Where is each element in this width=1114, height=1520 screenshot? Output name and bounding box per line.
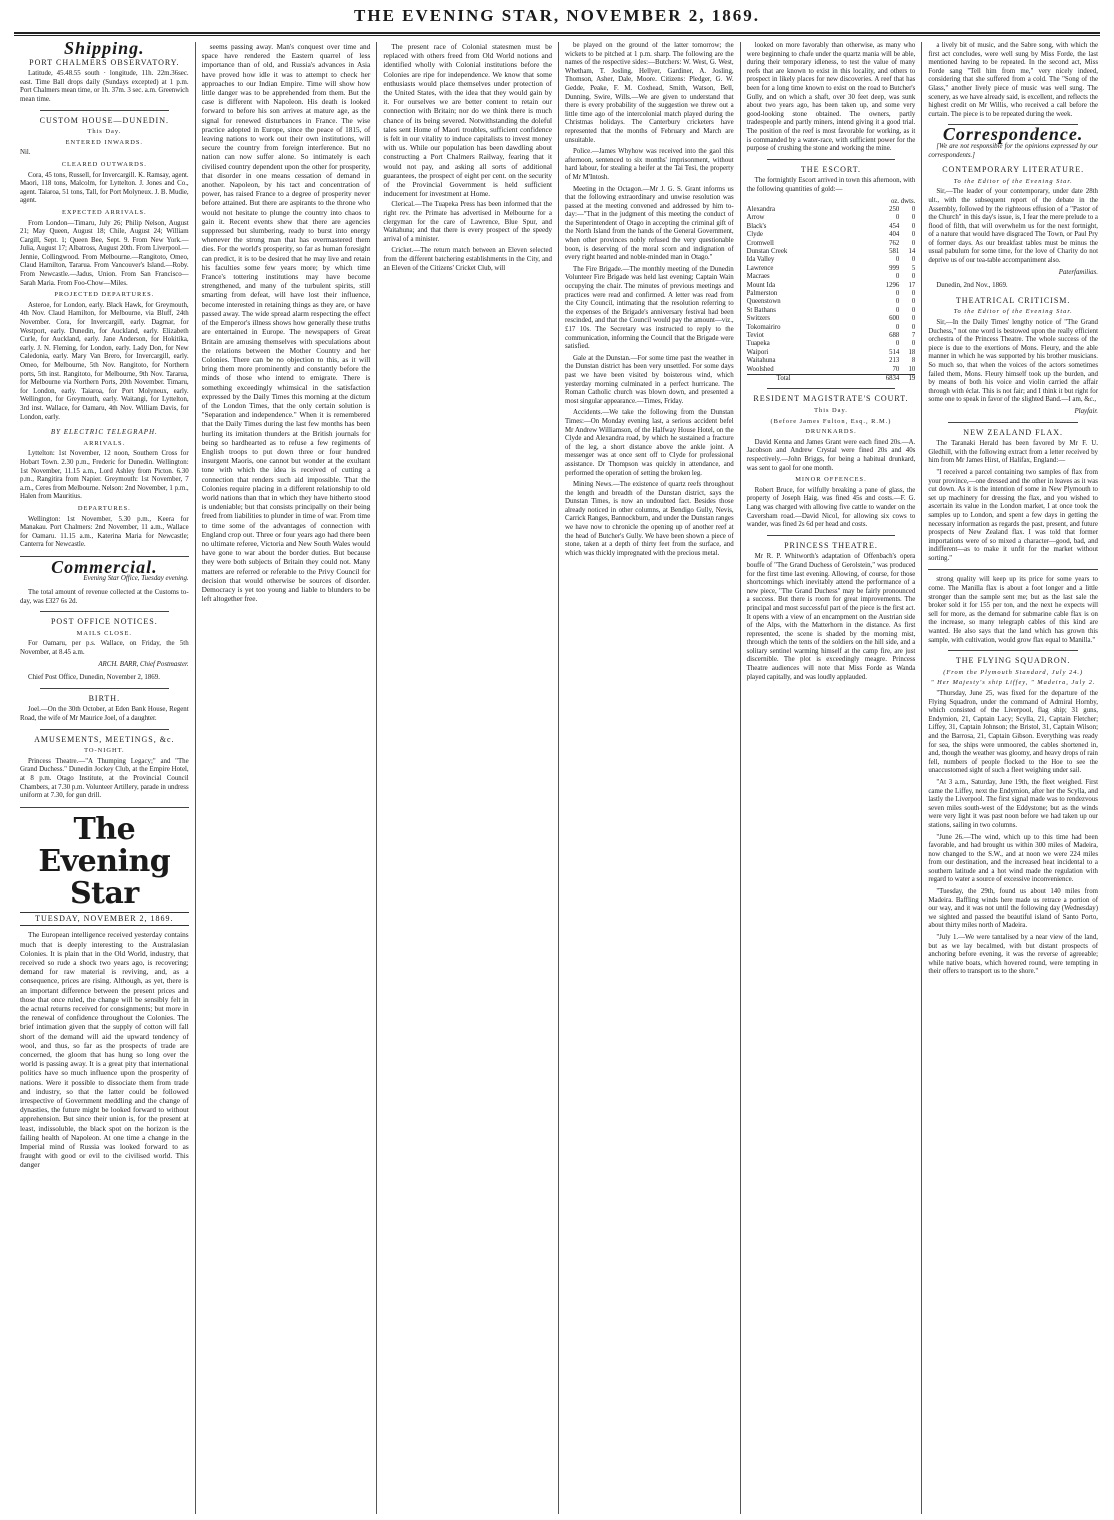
escort-dwt: 0 [911, 315, 916, 323]
commercial-heading: Commercial. [51, 556, 158, 577]
observatory-text: Latitude, 45.48.55 south · longitude, 11h. 22m.36sec. east. Time Ball drops daily (Sundays excepted) at 1 p.m. Port Chalmers mean time, or 1h. 37m. 3 sec. a.m. Greenwich mean time. [20, 70, 189, 103]
escort-dwt: 0 [911, 273, 916, 281]
octagon-meeting-paragraph: Meeting in the Octagon.—Mr J. G. S. Grant informs us that the following extraordinary and unwise resolution was passed at the meeting convened and addressed by him to-day:—"That in the judgment of this meeting the conduct of the Superintendent of Otago in accepting the criminal gift of the North Island from the hands of the General Government, when other provinces nobly refused the very questionable boon, is deserving of the moral scorn and indignation of every right hearted and noble-minded man in Otago." [565, 185, 734, 262]
escort-oz: 0 [895, 273, 900, 281]
escort-row [747, 265, 916, 273]
escort-place: Ida Valley [746, 256, 775, 264]
divider [40, 110, 169, 111]
banner-date: TUESDAY, NOVEMBER 2, 1869. [20, 912, 189, 927]
escort-dwt: 0 [911, 222, 916, 230]
criticism-addressee: To the Editor of the Evening Star. [953, 308, 1073, 316]
criticism-signature: Playfair. [1074, 407, 1098, 415]
divider [767, 388, 896, 389]
court-minor-text: Robert Bruce, for wilfully breaking a pane of glass, the property of Joseph Haig, was fined 45s and costs.—F. G. Lang was charged with allowing five cattle to wander on the Caversham road.—David Nicol, for allowing six cows to wander, was fined 2s 6d per head and costs. [746, 486, 916, 529]
flax-intro: The Taranaki Herald has been favored by Mr F. U. Gledhill, with the following extract from a letter received by him from Mr James Hirst, of Halifax, England:— [928, 440, 1098, 465]
telegraph-arrivals-text: Lyttelton: 1st November, 12 noon, Southern Cross for Hobart Town. 2.30 p.m., Frederic for Dunedin. Wellington: 1st November, 11.15 a.m., Lord Ashley from Picton. 6.30 p.m., Rangitira from Napier. Greymouth: 1st November, 7 a.m., Ceres from Melbourne. Nelson: 2nd November, 1 p.m., Halen from Mauritius. [20, 450, 189, 501]
divider [767, 535, 896, 536]
escort-dwt: 0 [911, 256, 916, 264]
court-day: This Day. [814, 407, 848, 415]
escort-row [747, 273, 916, 281]
escort-row [747, 324, 916, 332]
mails-close-label: MAILS CLOSE. [76, 629, 132, 637]
clerical-paragraph: Clerical.—The Tuapeka Press has been informed that the right rev. the Primate has advertised in Melbourne for a clergyman for the care of Lawrence, Blue Spur, and Waitahuna; and that there is every prospect of the speedy arrival of a minister. [383, 201, 552, 243]
escort-total-oz: 6834 [885, 375, 900, 383]
escort-place: Dunstan Creek [746, 247, 788, 255]
column-2 [196, 42, 378, 1514]
escort-oz: 404 [889, 231, 900, 239]
escort-dwt: 18 [908, 348, 916, 356]
squadron-source: (From the Plymouth Standard, July 24.) [943, 668, 1084, 676]
column-3 [377, 42, 559, 1514]
escort-total-label: Total [776, 375, 791, 383]
escort-units: oz. dwts. [890, 197, 916, 205]
escort-row [747, 298, 916, 306]
escort-intro: The fortnightly Escort arrived in town this afternoon, with the following quantities of gold:— [746, 177, 916, 193]
escort-oz: 514 [889, 348, 900, 356]
divider [40, 611, 169, 612]
editorial-paragraph-1: The European intelligence received yesterday contains much that is deeply interesting to the Australasian Colonies. It is plain that in the Old World, industry, that received so rude a shock two years ago, is recovering; demand for raw material is reviving, and, as a consequence, prices are rising. Although, as yet, there is an important difference between the present prices and those that once ruled, the change will be sensibly felt in the actual returns received for consignments; but more in the renewal of confidence throughout the Colonies. The brief intimation given that the supply of cotton will fall short of the demand will aid the upward tendency of wool, and thus, so far as the prospects of trade are concerned, the gloom that has hung so long over the world is passing away. It is a great pity that international politics have so much influence upon the prosperity of nations. Were it possible to dissociate them from trade and industry, so that the latter could be followed irrespective of Government meddling and the change of dynasties, the future might be looked forward to without apprehension. But since their union is, for the present at least, indissoluble, the black spot on the horizon is the failing health of Napoleon. At one time a change in the Imperial mind of Russia was looked forward to as fraught with good or evil to the civilised world. This danger [20, 930, 189, 1170]
escort-row [747, 248, 916, 256]
this-day-label: This Day. [87, 128, 122, 136]
commercial-office-line: Evening Star Office, Tuesday evening. [83, 575, 189, 583]
birth-heading: BIRTH. [88, 693, 121, 703]
literature-signature: Paterfamilias. [1058, 268, 1098, 276]
escort-dwt: 0 [911, 323, 916, 331]
expected-arrivals-label: EXPECTED ARRIVALS. [62, 208, 147, 216]
escort-oz: 0 [895, 289, 900, 297]
escort-table [747, 198, 916, 384]
escort-row [747, 307, 916, 315]
observatory-heading: PORT CHALMERS OBSERVATORY. [29, 57, 180, 67]
escort-place: Mount Ida [746, 281, 776, 289]
escort-row [747, 256, 916, 264]
escort-place: Switzers [746, 315, 771, 323]
escort-dwt: 0 [911, 239, 916, 247]
correspondence-heading: Correspondence. [942, 124, 1084, 145]
divider [40, 688, 169, 689]
mails-close-text: For Oamaru, per p.s. Wallace, on Friday, the 5th November, at 8.45 a.m. [20, 640, 189, 657]
squadron-paragraph-3: "June 26.—The wind, which up to this time had been favorable, and had brought us within 300 miles of Madeira, now changed to the S.W., and at noon we were 224 miles from our destination, and the increased heat incidental to a southern latitude and a hot wind made the regulation with regard to water a source of excessive inconvenience. [928, 833, 1098, 884]
escort-oz: 762 [889, 239, 900, 247]
literature-heading: CONTEMPORARY LITERATURE. [942, 165, 1085, 175]
squadron-heading: THE FLYING SQUADRON. [955, 656, 1071, 666]
escort-dwt: 17 [908, 281, 916, 289]
flax-heading: NEW ZEALAND FLAX. [963, 427, 1064, 437]
escort-oz: 999 [889, 264, 900, 272]
newspaper-columns [14, 42, 1104, 1514]
tonight-label: TO-NIGHT. [84, 747, 125, 755]
cleared-outwards-text: Cora, 45 tons, Russell, for Invercargill. K. Ramsay, agent. Maori, 118 tons, Malcolm, for Lyttelton. J. Jones and Co., agent. Taiaroa, 51 tons, Tall, for Port Molyneux. J. B. Mudie, agent. [20, 171, 189, 205]
paper-banner-title: The Evening Star [38, 811, 171, 911]
divider [928, 569, 1098, 570]
accidents-paragraph: Accidents.—We take the following from the Dunstan Times:—On Monday evening last, a serious accident befel Mr Andrew Williamson, of the Halfway House Hotel, on the Clyde and Alexandra road, by which he sustained a fracture of the leg, a short distance above the ankle joint. A messenger was at once sent off to Clyde for professional assistance. Dr Thompson was quickly in attendance, and performed the operation of setting the broken leg. [565, 409, 734, 477]
projected-departures-text: Asteroe, for London, early. Black Hawk, for Greymouth, 4th Nov. Claud Hamilton, for Melbourne, via Bluff, 24th November. Cora, for Invercargill, early. Dagmar, for Westport, early. Dunedin, for Auckland, early. Elizabeth Curle, for Auckland, early. Jane Anderson, for Hokitika, early. J. N. Fleming, for London, early. Lady Don, for New Caledonia, early. Mary Van Brero, for Invercargill, early. Omeo, for Melbourne, 5th Nov. Rangitoto, for Northern ports, 5th inst. Rangitoto, for Melbourne, 9th Nov. Tararua, for Melbourne via Northern Ports, 20th November. Timaru, for London, early. Taiaroa, for Port Molyneux, early. Wellington, for Greymouth, early. Waitangi, for Lyttelton, 3rd inst. Wallace, for Oamaru, 4th Nov. William Davis, for London, early. [20, 301, 189, 421]
entered-inwards-label: ENTERED INWARDS. [65, 138, 144, 146]
escort-units-row [747, 198, 916, 206]
post-office-heading: POST OFFICE NOTICES. [50, 617, 158, 627]
escort-row [747, 206, 916, 214]
escort-row [747, 290, 916, 298]
escort-heading: THE ESCORT. [800, 164, 862, 174]
escort-dwt: 0 [911, 298, 916, 306]
criticism-letter: Sir,—In the Daily Times' lengthy notice of "The Grand Duchess," not one word is bestowed upon the really efficient orchestra of the Princess Theatre. The whole success of the piece is due to the exertions of Mons. Fleury, and the able manner in which he was supported by his brother musicians. So much so, that when the voices of the actors sometimes failed them, Mons. Fleury himself took up the burden, and by means of both his voice and violin carried the affair through with éclat. This is not fair; and I think it but right for some one to speak in favor of the slighted Band.—I am, &c., [928, 319, 1098, 404]
squadron-paragraph-4: "Tuesday, the 29th, found us about 140 miles from Madeira. Baffling winds here made us retrace a portion of our way, and it was not until the following day (Wednesday) we sighted and passed the beautiful island of Santo Porto, about thirty miles north of Madeira. [928, 888, 1098, 930]
escort-oz: 454 [889, 222, 900, 230]
editorial-paragraph-2: seems passing away. Man's conquest over time and space have rendered the Eastern quarrel of less importance than of old, and Russia's advances in Asia have proved how idle it was to attempt to check her approaches to our Indian Empire. Time will show how little danger was to be apprehended from them. But the case is different with Napoleon. His death is looked forward to before his son arrives at mature age, as the signal for renewed disturbances in France. The wise practice adopted in Europe, since the peace of 1815, of leaving nations to work out their own institutions, will secure the country from foreign interference. But no nation can now suffer alone. So intimately is each civilised country dependent upon the other for prosperity, that disorder in one means cessation of demand in another. Napoleon, by his tact and concentration of power, has raised France to a degree of prosperity never before attained. But there are aspirants to the throne who would not hesitate to plunge the country into chaos to gain it. Recent events shew that there are agencies suppressed but slumbering, ready to burst into energy whenever the strong man that has overmastered them dies. For the world's prosperity, so far as human foresight can predict, it is to be desired that he may live and retain his faculties some few years more; by which time France's tottering institutions may have become strengthened, and many of the turbulent spirits, still smarting from defeat, will have lost their influence, become interested in retaining things as they are, or have passed away. The wide spread alarm respecting the effect of the Emperor's illness shows how generally these truths are entertained in Europe. The newspapers of Great Britain are amusing themselves with speculations about the relations between the Mother Country and her Colonies. There can be no objection to this, as it will bring them more prominently and constantly before the minds of those who intend to emigrate. There is something exceedingly whimsical in the satisfaction expressed by the Daily Times this morning at the dictum of the London Times, that the only certain solution is "Separation and independence." When it is remembered that the Daily Times during the last few months has been hurling its imitation thunders at the British journals for being so hardhearted as to refuse a few regiments of English troops to put down three or four hundred insurgent Maoris, one cannot but wonder at the exultant tone with which the idea is received of cutting a connection that renders such aid impossible. That the Colonies require placing in a different relationship to old world nations than that in which they have hitherto stood is undeniable; but that consists principally on their being freed from liabilities to plunder in time of war. From time to time some of the advantages of connection with England crop out. Three or four years ago had there been no ultimate referee, Victoria and New South Wales would have gone to war about the border duties. But because they were both subjects of Britain they could not. Many matters are referred or referable to the Privy Council for decision that would otherwise be sources of disorder. Democracy is yet too young and liable to blunders to be left altogether free. [201, 42, 371, 604]
column-5 [741, 42, 923, 1514]
commercial-text: The total amount of revenue collected at the Customs to-day, was £327 6s 2d. [20, 589, 189, 605]
escort-row [747, 223, 916, 231]
projected-departures-label: PROJECTED DEPARTURES. [54, 291, 155, 299]
column-6 [922, 42, 1104, 1514]
escort-oz: 213 [889, 357, 900, 365]
cricket-continued: be played on the ground of the latter tomorrow; the wickets to be pitched at 1 p.m. sharp. The following are the names of the respective sides:—Butchers: W. West, G. West, Whetham, T. Josling, Hellyer, Gardiner, A. Josling, Thomson, Asher, Dale, Moore. Citizens: Pledger, G. W. Gedde, Peake, F. M. Coxhead, Smith, Watson, Bell, Dunning, Swire, Wills.—We are given to understand that there is every probability of the suggestion we threw out a little time ago of the intercolonial match played during the Christmas holidays. The Canterbury cricketers have represented that the months of February and March are unsuitable. [565, 42, 734, 144]
escort-dwt: 0 [911, 205, 916, 213]
escort-dwt: 0 [911, 214, 916, 222]
escort-place: Tuapeka [746, 340, 770, 348]
gale-paragraph: Gale at the Dunstan.—For some time past the weather in the Dunstan district has been very unsettled. For some days past we have been visited by boisterous wind, which yesterday morning culminated in a perfect hurricane. The Roman Catholic church was blown down, and presented a most singular appearance.—Times, Friday. [565, 354, 734, 405]
amusements-text: Princess Theatre.—"A Thumping Legacy;" and "The Grand Duchess." Dunedin Jockey Club, at the Empire Hotel, at 8 p.m. Otago Institute, at the Provincial Council Chambers, at 7.30 p.m. Volunteer Artillery, parade in undress uniform at 7.30, for gun drill. [20, 757, 189, 800]
escort-row [747, 366, 916, 375]
escort-total-dwt: 19 [908, 375, 916, 383]
telegraph-departures-text: Wellington: 1st November, 5.30 p.m., Keera for Manakau. Port Chalmers: 2nd November, 11 a.m., Wallace for Oamaru. 11.15 a.m., Katerina Maria for Newcastle; Canterra for Newcastle. [20, 515, 189, 549]
escort-oz: 1296 [885, 281, 900, 289]
escort-oz: 688 [889, 332, 900, 339]
escort-place: St Bathans [746, 306, 776, 314]
theatre-heading: PRINCESS THEATRE. [784, 540, 878, 550]
flax-continued: strong quality will keep up its price for some years to come. The Manilla flax is about a foot longer and a little stronger than the sample sent me; but as the last sale the broker sold it for 155 per ton, and the next he expects will sell for more, as the demand for submarine cable flax is on the increase, so many telegraph cables of this kind are wanted. He also says that the land which has grown this sample, with cultivation, would grow flax equal to Manilla." [928, 576, 1098, 644]
escort-place: Arrow [746, 214, 765, 222]
escort-oz: 0 [895, 214, 900, 222]
escort-row [747, 332, 916, 340]
court-before: (Before James Fulton, Esq., R.M.) [770, 417, 892, 425]
minor-offences-label: MINOR OFFENCES. [795, 476, 867, 484]
escort-row [747, 340, 916, 348]
escort-place: Macraes [746, 273, 770, 281]
escort-place: Palmerston [746, 289, 778, 297]
birth-text: Joel.—On the 30th October, at Eden Bank House, Regent Road, the wife of Mr Maurice Joel, of a daughter. [20, 706, 189, 722]
escort-oz: 0 [895, 256, 900, 264]
escort-place: Black's [746, 222, 767, 230]
mining-news-paragraph: Mining News.—The existence of quartz reefs throughout the length and breadth of the Dunstan district, says the Dunstan Times, is now an undoubted fact. Besides those already noticed in other columns, at Bendigo Gully, Nevis, Carrick Ranges, Bannockburn, and under the Dunstan ranges we have now to chronicle the opening up of another reef at the head of Butcher's Gully. We have been shown a piece of stone, taken at a depth of thirty feet from the surface, and which was thickly impregnated with the precious metal. [565, 481, 734, 557]
editorial-paragraph-3: The present race of Colonial statesmen must be replaced with others freed from Old World notions and identified wholly with Colonial institutions before the Colonies are ripe for independence. We know that some enthusiasts would place themselves under protection of the United States, with the idea that they would gain by it. For ourselves we are better content to retain our connection with Britain; nor do we think there is much chance of its being severed. Notwithstanding the doleful tales sent Home of Maori troubles, sufficient confidence is felt in our vitality to induce capitalists to invest money with us. While our population has been dawdling about constructing a Port Chalmers Railway, fearing that it would not pay, and asking all sorts of additional guarantees, the prospect of eight per cent. on the security of the Provincial Government is held sufficient inducement for investment at Home. [383, 42, 552, 199]
escort-place: Clyde [746, 231, 763, 239]
court-drunkards-text: David Kenna and James Grant were each fined 20s.—A. Jacobson and Andrew Crystal were fined 20s and 40s respectively.—John Briggs, for being a habitual drunkard, was sent to gaol for one month. [746, 438, 916, 472]
amusements-heading: AMUSEMENTS, MEETINGS, &c. [34, 734, 175, 744]
divider [948, 650, 1078, 651]
escort-dwt: 8 [911, 357, 916, 365]
telegraph-departures-label: DEPARTURES. [77, 504, 131, 512]
correspondence-note: [We are not responsible for the opinions expressed by our correspondents.] [928, 142, 1098, 159]
escort-row [747, 240, 916, 248]
escort-dwt: 5 [911, 264, 916, 272]
postmaster-signature: ARCH. BARR, Chief Postmaster. [98, 660, 189, 668]
escort-total-row [747, 375, 916, 384]
divider [20, 807, 189, 808]
literature-date: Dunedin, 2nd Nov., 1869. [936, 282, 1008, 290]
column-4 [559, 42, 741, 1514]
post-office-date: Chief Post Office, Dunedin, November 2, 1869. [28, 674, 160, 682]
expected-arrivals-text: From London—Timaru, July 26; Philip Nelson, August 21; May Queen, August 18; Chile, August 24; William Cargill, Sept. 1; Queen Bee, Sept. 9. From New York.—Julia, August 17; Albatross, August 20th. From Liverpool.—Jennie, Collingwood. From Melbourne.—Rangitoto, Omeo, Claud Hamilton, Tararua. From Vancouver's Island.—Roby. From Newcastle.—Jadus, Union. From San Francisco—Sarah Maria. From Foo-Chow—Miles. [20, 219, 189, 287]
escort-oz: 250 [889, 205, 900, 213]
telegraph-arrivals-label: ARRIVALS. [83, 439, 126, 447]
escort-oz: 0 [895, 306, 900, 314]
escort-place: Tokomairiro [746, 323, 781, 331]
drunkards-label: DRUNKARDS. [805, 428, 857, 436]
escort-oz: 581 [889, 247, 900, 255]
literature-letter: Sir,—The leader of your contemporary, under date 28th ult., with the subsequent report of the debate in the Assembly, followed by the righteous effusion of a "Pastor of the Church" in this day's issue, is, I fear the mere prelude to a flood of filth, that will overwhelm us for the next fortnight, of a nature that would have disgraced The Town, or Paul Pry of former days. As our breakfast tables must be minus the usual pabulum for some time, for the love of Charity do not deprive us of our tea-table accompaniment also. [928, 188, 1098, 265]
theatre-review: Mr R. P. Whitworth's adaptation of Offenbach's opera bouffe of "The Grand Duchess of Gerolstein," was produced for the first time last evening. Allowing, of course, for those shortcomings which inevitably attend the performance of a new piece, "The Grand Duchess" may be fairly pronounced a success. But there is room for great improvements. The principal and most successful part of the piece is the first act. It opens with a view of an encampment on the Austrian side of the Alps, with the Matterhorn in the distance. As first represented, the scene is shaded by the morning mist, through which the tents of the soldiers on the hill side, and a solitary sentinel warming himself at the camp fire, are just discernible. The plot is exceedingly meagre. Princess Theatre audiences will note that Miss Forde as Wanda played capitally, and was loudly applauded. [746, 553, 916, 681]
escort-place: Queenstown [746, 298, 781, 306]
masthead-rule [14, 32, 1100, 34]
escort-row [747, 349, 916, 357]
escort-dwt: 7 [911, 332, 916, 339]
escort-oz: 70 [892, 365, 900, 373]
escort-place: Waipori [746, 348, 769, 356]
escort-row [747, 231, 916, 239]
divider [40, 729, 169, 730]
escort-dwt: 0 [911, 306, 916, 314]
squadron-dateline: " Her Majesty's ship Liffey, " Madeira, July 2. [930, 679, 1096, 687]
entered-inwards-text: Nil. [20, 149, 31, 157]
squadron-paragraph-2: "At 3 a.m., Saturday, June 19th, the fleet weighed. First came the Liffey, next the Endymion, after her the Scylla, and lastly the Liverpool. The first signal made was to rendezvous seven miles south-west of the Eddystone; but as the winds were very light it was past noon before we had taken up our stations, sailing in two columns. [928, 778, 1098, 829]
escort-dwt: 10 [908, 365, 916, 373]
escort-place: Alexandra [746, 205, 775, 213]
escort-place: Cromwell [746, 239, 774, 247]
squadron-paragraph-1: "Thursday, June 25, was fixed for the departure of the Flying Squadron, under the command of Admiral Hornby, which consisted of the Liverpool, flag ship; 31 guns, Endymion, 21, Captain Lacy; Scylla, 21, Captain Fletcher; Liffey, 31, Captain Johnson; the Bristol, 31, Captain Wilson; and the Barrosa, 21, Captain Gibson. Everything was ready for sea, the ships were unmoored, the cables shortened in, and, though the weather was gloomy, and heavy drops of rain fell, numbers of people flocked to the Hoe to see the unaccustomed sight of such a fleet weighing under sail. [928, 690, 1098, 775]
literature-addressee: To the Editor of the Evening Star. [953, 177, 1073, 185]
escort-place: Woolshed [746, 365, 774, 373]
shipping-heading: Shipping. [64, 42, 145, 58]
escort-dwt: 0 [911, 289, 916, 297]
escort-place: Teviot [746, 332, 764, 339]
escort-row [747, 282, 916, 290]
cricket-paragraph: Cricket.—The return match between an Eleven selected from the different batchering establishments in the City, and an Eleven of the Citizens' Cricket Club, will [383, 247, 552, 272]
escort-oz: 0 [895, 323, 900, 331]
escort-row [747, 214, 916, 222]
column-1 [14, 42, 196, 1514]
squadron-paragraph-5: "July 1.—We were tantalised by a near view of the land, but as we lay becalmed, with but distant prospects of anchoring before evening, it was the reverse of agreeable; while native boats, which hovered round, were tempting in their offers to transport us to the shore." [928, 934, 1098, 976]
escort-oz: 600 [889, 315, 900, 323]
criticism-heading: THEATRICAL CRITICISM. [955, 295, 1071, 305]
fire-brigade-paragraph: The Fire Brigade.—The monthly meeting of the Dunedin Volunteer Fire Brigade was held last evening; Captain Wain occupying the chair. The minutes of previous meetings and practices were read and confirmed. A letter was read from the City Council, intimating that the resolution referring to the expenses of the Brigade's anniversary festival had been rescinded, and that the Council would pay the amount—viz., £17 10s. The Secretary was instructed to reply to the communication, informing the Council that the Brigade were satisfied. [565, 265, 734, 351]
escort-oz: 0 [895, 340, 900, 348]
escort-dwt: 0 [911, 231, 916, 239]
mining-continued: looked on more favorably than otherwise, as many who were beginning to chafe under the quartz mania will be able, during their temporary idleness, to test the value of many reefs that are known to exist in this locality, and others to prospect in likely places for new discoveries. A reef that has been for a long time known to exist on the road to Butcher's Gully, and on which a shaft, over 30 feet deep, was sunk about two years ago, has been taken up, and some very good-looking stone obtained. The owners, partly tradespeople and partly miners, intend giving it a good trial. The position of the reef is most favorable for working, as it is commanded by a water-race, with sufficient power for the purpose of crushing the stone and working the mine. [746, 42, 916, 153]
court-heading: RESIDENT MAGISTRATE'S COURT. [753, 394, 909, 404]
telegraph-heading: BY ELECTRIC TELEGRAPH. [50, 428, 158, 437]
escort-row [747, 315, 916, 323]
cleared-outwards-label: CLEARED OUTWARDS. [61, 160, 147, 168]
masthead-rule-thin [14, 35, 1100, 36]
escort-oz: 0 [895, 298, 900, 306]
divider [767, 159, 896, 160]
police-paragraph: Police.—James Whyhow was received into the gaol this afternoon, sentenced to six months' imprisonment, without hard labour, for stealing a heifer at the Tai Tesi, the property of Mr M'Intosh. [565, 148, 734, 181]
escort-place: Lawrence [746, 264, 774, 272]
flax-letter: "I received a parcel containing two samples of flax from your province,—one dressed and the other in leaves as it was cut down. As it is the intention of some in New Plymouth to set up machinery for dressing the flax, and you wished to ascertain its value in the London market, I at once took the samples up to London, and spent a few days in getting the necessary information as regards the past, present, and future prospects of New Zealand flax. I was told that former importations were of so mixed a character—good, bad, and indifferent—as to make it unfit for the market without sorting." [928, 468, 1098, 562]
escort-row [747, 357, 916, 365]
divider [948, 422, 1078, 423]
masthead-title: THE EVENING STAR, NOVEMBER 2, 1869. [354, 6, 760, 25]
escort-dwt: 14 [908, 247, 916, 255]
theatre-continued: a lively bit of music, and the Sabre song, with which the first act concludes, were well sung by Miss Forde, the last mentioned having to be repeated. In the second act, Miss Forde sang "Tell him from me," very nicely indeed, considering that she suffered from a cold. The "Song of the Glass," another lively piece of music was well sung. The scenery, as we have already said, is excellent, and reflects the highest credit on Mr Willis, who received a call before the curtain. The piece is to be repeated during the week. [928, 42, 1098, 118]
custom-house-heading: CUSTOM HOUSE—DUNEDIN. [39, 115, 169, 125]
escort-place: Waitahuna [746, 357, 776, 365]
escort-dwt: 0 [911, 340, 916, 348]
